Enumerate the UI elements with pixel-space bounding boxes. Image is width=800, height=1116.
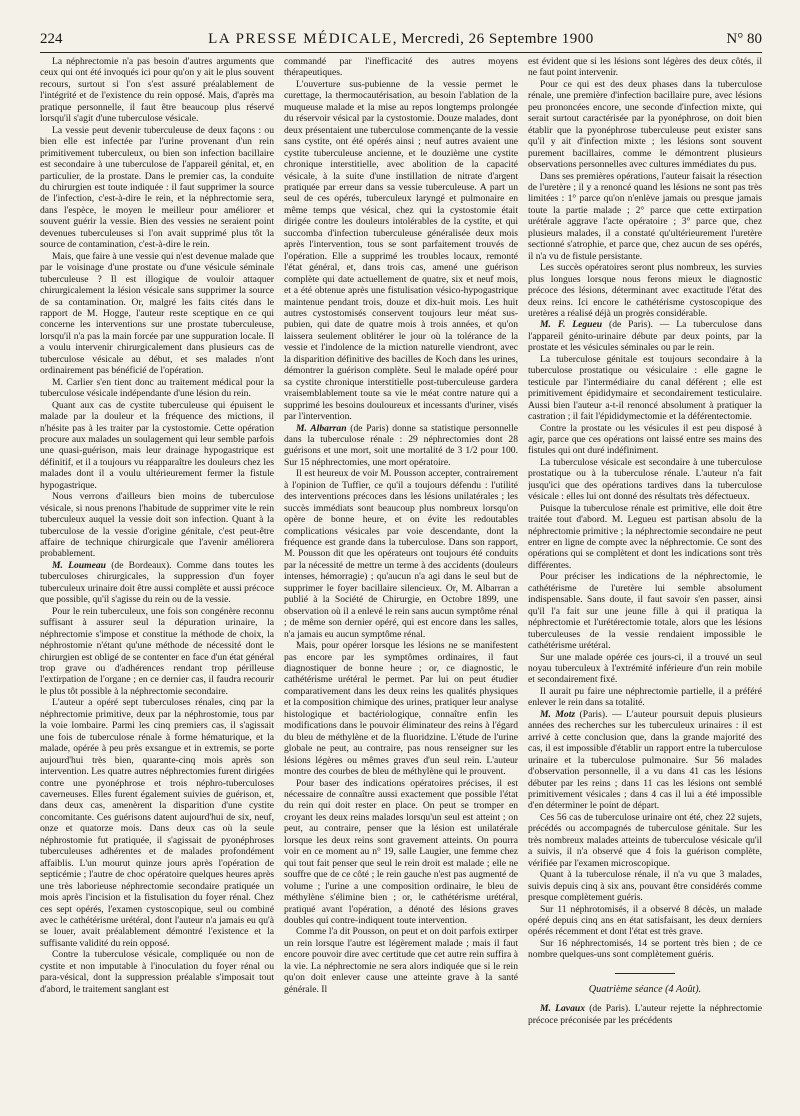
paragraph: commandé par l'inefficacité des autres moyens thérapeutiques.: [284, 56, 518, 79]
paragraph: Comme l'a dit Pousson, on peut et on doit parfois extirper un rein lorsque l'autre est légèrement malade ; mais il faut encore pouvoir dire avec certitude que cet autre rein suffira à la vie. La néphrectomie ne sera alors indiquée que si le rein qu'on doit enlever cause une atteinte grave à la santé générale. Il: [284, 926, 518, 995]
journal-name: LA PRESSE MÉDICALE: [208, 31, 393, 47]
issue-number: N° 80: [726, 31, 762, 47]
paragraph: Pour le rein tuberculeux, une fois son congénère reconnu suffisant à assurer seul la dépuration urinaire, la néphrectomie s'impose et constitue la méthode de choix, la néphrostomie n'étant qu'une méthode de nécessité dont le chirurgien est obligé de se contenter en face d'un état général trop grave ou d'adhérences rendant trop périlleuse l'extirpation de l'organe ; en ce dernier cas, il faudra recourir le plus tôt possible à la néphrectomie secondaire.: [40, 605, 274, 697]
session-heading: Quatrième séance (4 Août).: [528, 973, 762, 995]
page-header: [40, 22, 762, 53]
paragraph: M. Albarran (de Paris) donne sa statistique personnelle dans la tuberculose rénale : 29 néphrectomies dont 28 guérisons et une mort, soit une mortalité de 3 1/2 pour 100. Sur 15 néphrectomies, une mort opératoire.: [284, 422, 518, 468]
paragraph: L'auteur a opéré sept tuberculoses rénales, cinq par la néphrectomie primitive, deux par la néphrostomie, tous par la voie lombaire. Parmi les cinq premiers cas, il s'agissait une fois de tuberculose rénale à forme hématurique, et la malade, opérée à peu près exsangue et in extremis, se porte aujourd'hui très bien, quarante-cinq mois après son intervention. Les quatre autres néphrectomies furent dirigées contre une pyonéphrose et trois néphro-tuberculoses caverneuses. Elles furent également suivies de guérison, et, dans deux cas, amenèrent la disparition d'une cystite concomitante. Ces guérisons datent aujourd'hui de six, neuf, onze et quatorze mois. Dans deux cas où la seule néphrostomie fut pratiquée, il s'agissait de pyonéphroses tuberculeuses adhérentes et de malades profondément affaiblis. L'un mourut quinze jours après l'opération de septicémie ; l'autre de choc opératoire quelques heures après une très laborieuse néphrectomie secondaire pratiquée un mois après l'incision et la fistulisation du foyer rénal. Chez ces sept opérés, l'examen cystoscopique, seul ou combiné avec le cathétérisme urétéral, dont l'auteur n'a jamais eu qu'à se louer, avait préalablement démontré l'existence et la suffisante validité du rein opposé.: [40, 697, 274, 949]
paragraph: Sur 11 néphrotomisés, il a observé 8 décès, un malade opéré depuis cinq ans en état satisfaisant, les deux derniers opérés récemment et dont l'état est très grave.: [528, 903, 762, 938]
paragraph: Mais, que faire à une vessie qui n'est devenue malade que par le voisinage d'une prostate ou d'une vésicule séminale tuberculeuse ? Il est illogique de vouloir attaquer chirurgicalement la lésion vésicale sans supprimer la source de sa contamination. Or, malgré les faits cités dans le rapport de M. Hogge, l'auteur reste sceptique en ce qui concerne les interventions sur une prostate tuberculeuse, lorsqu'il n'a pas la main forcée par une suppuration locale. Il a voulu intervenir chirurgicalement dans plusieurs cas de tuberculose vésicale au début, et ses malades n'ont ordinairement pas bénéficié de l'opération.: [40, 250, 274, 377]
speaker-name: M. Albarran: [296, 422, 347, 434]
column-middle: [284, 56, 518, 1106]
paragraph: Mais, pour opérer lorsque les lésions ne se manifestent pas encore par les symptômes ordinaires, il faut diagnostiquer de bonne heure ; or, ce diagnostic, le cathétérisme urétéral le permet. Par lui on peut étudier comparativement dans les deux reins les qualités physiques et la composition chimique des urines, pratiquer leur analyse histologique et bactériologique, connaître enfin les modifications dans le pouvoir éliminateur des reins à l'égard du bleu de méthylène et de la fluoridzine. L'étude de l'urine globale ne peut, au contraire, pas nous renseigner sur les lésions légères ou mêmes graves d'un seul rein. L'auteur montre des courbes de bleu de méthylène qui le prouvent.: [284, 640, 518, 778]
speaker-name: M. Loumeau: [52, 559, 106, 571]
paragraph: M. Carlier s'en tient donc au traitement médical pour la tuberculose vésicale indépendante d'une lésion du rein.: [40, 376, 274, 400]
running-title: [100, 31, 702, 48]
paragraph: Pour ce qui est des deux phases dans la tuberculose rénale, une première d'infection bacillaire pure, avec lésions peu prononcées encore, une seconde d'infection mixte, qui serait surtout caractérisée par la pyonéphrose, on doit bien établir que la pyonéphrose tuberculeuse peut exister sans qu'il y ait d'infection mixte ; les lésions sont souvent purement bacillaires, comme le démontrent plusieurs observations personnelles avec cultures immédiates du pus.: [528, 78, 762, 171]
paragraph: Les succès opératoires seront plus nombreux, les survies plus longues lorsque nous ferons mieux le diagnostic précoce des lésions, déterminant avec exactitude l'état des deux reins. Ici encore le cathétérisme cystoscopique des uretères a réalisé déjà un progrès considérable.: [528, 262, 762, 319]
paragraph: La néphrectomie n'a pas besoin d'autres arguments que ceux qui ont été invoqués ici pour qu'on y ait le plus souvent recours, surtout si l'on s'est assuré préalablement de l'intégrité et de l'existence du rein opposé. Mais, d'après ma pratique personnelle, il faut être beaucoup plus réservé lorsqu'il s'agit d'une tuberculose vésicale.: [40, 56, 274, 125]
paragraph: Pour préciser les indications de la néphrectomie, le cathétérisme de l'uretère lui semble absolument indispensable. Sans doute, il faut savoir s'en passer, ainsi qu'il l'a fait sur une jeune fille à qui il pratiqua la néphrectomie et l'urétérectomie totale, alors que les lésions tuberculeuses de la vessie rendaient impossible le cathétérisme urétéral.: [528, 571, 762, 652]
paragraph: Contre la prostate ou les vésicules il est peu disposé à agir, parce que ces opérations ont laissé entre ses mains des fistules qui ont duré indéfiniment.: [528, 422, 762, 457]
page-number: 224: [40, 31, 63, 47]
speaker-name: M. Motz: [540, 708, 576, 720]
paragraph: Quant à la tuberculose rénale, il n'a vu que 3 malades, suivis depuis cinq à six ans, pouvant être considérés comme presque complètement guéris.: [528, 869, 762, 904]
paragraph: Contre la tuberculose vésicale, compliquée ou non de cystite et non imputable à l'inoculation du foyer rénal ou para-vésical, dont la suppression préalable s'imposait tout d'abord, le traitement sanglant est: [40, 949, 274, 995]
speaker-name: M. Lavaux: [540, 1003, 585, 1015]
paragraph: M. Motz (Paris). — L'auteur poursuit depuis plusieurs années des recherches sur les tuberculeux urinaires : il est arrivé à cette conclusion que, dans la grande majorité des cas, il est impossible d'établir un rapport entre la tuberculose urinaire et la tuberculose pulmonaire. Sur 56 malades d'observation personnelle, il a vu dans 41 cas les lésions débuter par les reins ; dans 11 cas les lésions ont semblé primitivement vésicales ; dans 4 cas il lui a été impossible d'en déterminer le point de départ.: [528, 708, 762, 812]
issue-date: , Mercredi, 26 Septembre 1900: [392, 31, 594, 47]
paragraph: Puisque la tuberculose rénale est primitive, elle doit être traitée tout d'abord. M. Legueu est partisan absolu de la néphrectomie primitive ; la néphrectomie secondaire ne peut entrer en ligne de compte avec la néphrectomie. Ce sont des opérations qui se complètent et dont les indications sont très différentes.: [528, 502, 762, 571]
speaker-name: M. F. Legueu: [540, 319, 603, 331]
paragraph: Quant aux cas de cystite tuberculeuse qui épuisent le malade par la douleur et la fréquence des mictions, il n'hésite pas à les traiter par la cystostomie. Cette opération procure aux malades un soulagement qui leur semble parfois une quasi-guérison, mais leur drainage hypogastrique est définitif, et il a toujours vu réapparaître les douleurs chez les malades dont il a voulu ultérieurement fermer la fistule hypogastrique.: [40, 399, 274, 491]
paragraph: La tuberculose vésicale est secondaire à une tuberculose prostatique ou à la tuberculose rénale. L'auteur n'a fait jusqu'ici que des opérations tardives dans la tuberculose vésicale : elles lui ont donné des résultats très défectueux.: [528, 456, 762, 503]
paragraph: Dans ses premières opérations, l'auteur faisait la résection de l'uretère ; il y a renoncé quand les lésions ne sont pas très limitées : 1° parce qu'on n'enlève jamais ou presque jamais toute la partie malade ; 2° parce que cette extirpation urétérale aggrave l'acte opératoire ; 3° parce que, chez plusieurs malades, il a constaté qu'ultérieurement l'uretère sectionné s'atrophie, et parce que, chez aucun de ses opérés, il n'a vu de fistule persistante.: [528, 170, 762, 262]
paragraph: Pour baser des indications opératoires précises, il est nécessaire de connaître aussi exactement que possible l'état du rein qui doit rester en place. On peut se tromper en croyant les deux reins malades lorsqu'un seul est atteint ; on peut, au contraire, penser que la lésion est unilatérale lorsque les deux reins sont gravement atteints. On pourra voir en ce moment au n° 19, salle Laugier, une femme chez qui tout fait penser que seul le rein droit est malade ; elle ne souffre que de ce côté ; le rein gauche n'est pas augmenté de volume ; l'urine a une composition ordinaire, le bleu de méthylène s'élimine bien ; or, le cathétérisme urétéral, pratiqué avant l'opération, a dénoté des lésions graves doubles qui contre-indiquent toute intervention.: [284, 777, 518, 926]
column-left: [40, 56, 274, 1106]
paragraph: M. F. Legueu (de Paris). — La tuberculose dans l'appareil génito-urinaire débute par deux points, par la prostate et les vésicules séminales ou par le rein.: [528, 319, 762, 354]
paragraph: Nous verrons d'ailleurs bien moins de tuberculose vésicale, si nous prenons l'habitude de supprimer vite le rein tuberculeux auquel la vessie doit son infection. Quant à la tuberculose de la vessie d'origine génitale, c'est peut-être affaire de technique chirurgicale que l'avenir améliorera probablement.: [40, 491, 274, 560]
text-columns: [40, 56, 762, 1106]
paragraph: Il aurait pu faire une néphrectomie partielle, il a préféré enlever le rein dans sa totalité.: [528, 685, 762, 709]
paragraph: M. Lavaux (de Paris). L'auteur rejette la néphrectomie précoce préconisée par les précédents: [528, 1003, 762, 1026]
paragraph: La tuberculose génitale est toujours secondaire à la tuberculose prostatique ou vésiculaire : elle gagne le testicule par l'intermédiaire du canal déférent ; elle est primitivement épididymaire et secondairement testiculaire. Aussi bien l'auteur a-t-il renoncé absolument à pratiquer la castration ; il fait l'épididymectomie et la déférentectomie.: [528, 353, 762, 423]
paragraph: Sur 16 néphrectomisés, 14 se portent très bien ; de ce nombre quelques-uns sont complètement guéris.: [528, 937, 762, 961]
paragraph: Il est heureux de voir M. Pousson accepter, contrairement à l'opinion de Tuffier, ce qu'il a toujours défendu : l'utilité des interventions précoces dans les lésions unilatérales ; les succès immédiats sont beaucoup plus nombreux lorsqu'on opère de bonne heure, et on évite les redoutables complications vésicales par voie descendante, dont la fréquence est grande dans la tuberculose. Dans son rapport, M. Pousson dit que les opérateurs ont toujours été conduits par la nécessité de mettre un terme à des accidents (douleurs intenses, hémorragie) ; qu'aucun n'a agi dans le seul but de supprimer le foyer bacillaire silencieux. Or, M. Albarran a publié à la Société de Chirurgie, en Octobre 1899, une observation où il a enlevé le rein sans aucun symptôme rénal ; de même son dernier opéré, qui est encore dans les salles, n'a jamais eu aucun symptôme rénal.: [284, 468, 518, 640]
paragraph: L'ouverture sus-pubienne de la vessie permet le curettage, la thermocautérisation, au besoin l'ablation de la muqueuse malade et la mise au repos longtemps prolongée du réservoir vésical par la cystostomie. Douze malades, dont deux présentaient une tuberculose commençante de la vessie sans cystite, ont été opérés ainsi ; neuf autres avaient une cystite tuberculeuse ancienne, et le douzième une cystite chronique interstitielle, avec abolition de la capacité vésicale, à la suite d'une instillation de nitrate d'argent pratiquée par erreur dans sa vessie tuberculeuse. A part un seul de ces opérés, tuberculeux laryngé et pulmonaire en même temps que vésical, chez qui la cystostomie était dirigée contre les douleurs intolérables de la cystite, et qui succomba d'infection tuberculeuse généralisée deux mois après l'intervention, tous se sont parfaitement trouvés de l'opération. Elle a supprimé les troubles locaux, remonté l'état général, et, dans trois cas, amené une guérison complète qui date actuellement de quatre, six et neuf mois, et a été obtenue après une fistulisation vésico-hypogastrique maintenue pendant trois, douze et dix-huit mois. Les huit autres cystostomisés conservent toujours leur méat sus-pubien, qui date de quatre mois à trois années, et qu'on laissera seulement oblitérer le jour où la tolérance de la vessie et l'indolence de la miction naturelle viendront, avec la disparition définitive des bacilles de Koch dans les urines, démontrer la guérison complète. Seul le malade opéré pour sa cystite chronique interstitielle post-tuberculeuse gardera vraisemblablement toute sa vie le méat contre nature qui a supprimé les besoins douloureux et incessants d'uriner, visés par l'intervention.: [284, 78, 518, 423]
paragraph: Sur une malade opérée ces jours-ci, il a trouvé un seul noyau tuberculeux à l'extrémité inférieure d'un rein mobile et secondairement fixé.: [528, 651, 762, 686]
paragraph: Ces 56 cas de tuberculose urinaire ont été, chez 22 sujets, précédés ou accompagnés de tuberculose génitale. Sur les très nombreux malades atteints de tuberculose vésicale qu'il a suivis, il n'a observé que 4 fois la guérison complète, vérifiée par l'examen microscopique.: [528, 811, 762, 869]
paragraph: M. Loumeau (de Bordeaux). Comme dans toutes les tuberculoses chirurgicales, la suppression d'un foyer tuberculeux urinaire doit être aussi complète et aussi précoce que possible, qu'il s'agisse du rein ou de la vessie.: [40, 559, 274, 606]
paragraph: La vessie peut devenir tuberculeuse de deux façons : ou bien elle est infectée par l'urine provenant d'un rein primitivement tuberculeux, ou bien son infection bacillaire est secondaire à une tuberculose de l'appareil génital, et, en particulier, de la prostate. Dans le premier cas, la conduite du chirurgien est toute indiquée : il faut supprimer la source de l'infection, c'est-à-dire le rein, et la néphrectomie sera, dans l'espèce, le moyen le meilleur pour améliorer et souvent guérir la vessie. Bien des vessies ne seraient point devenues tuberculeuses si l'on avait supprimé plus tôt la source de contamination, c'est-à-dire le rein.: [40, 124, 274, 251]
column-right: [528, 56, 762, 1106]
paragraph: est évident que si les lésions sont légères des deux côtés, il ne faut point intervenir.: [528, 56, 762, 79]
